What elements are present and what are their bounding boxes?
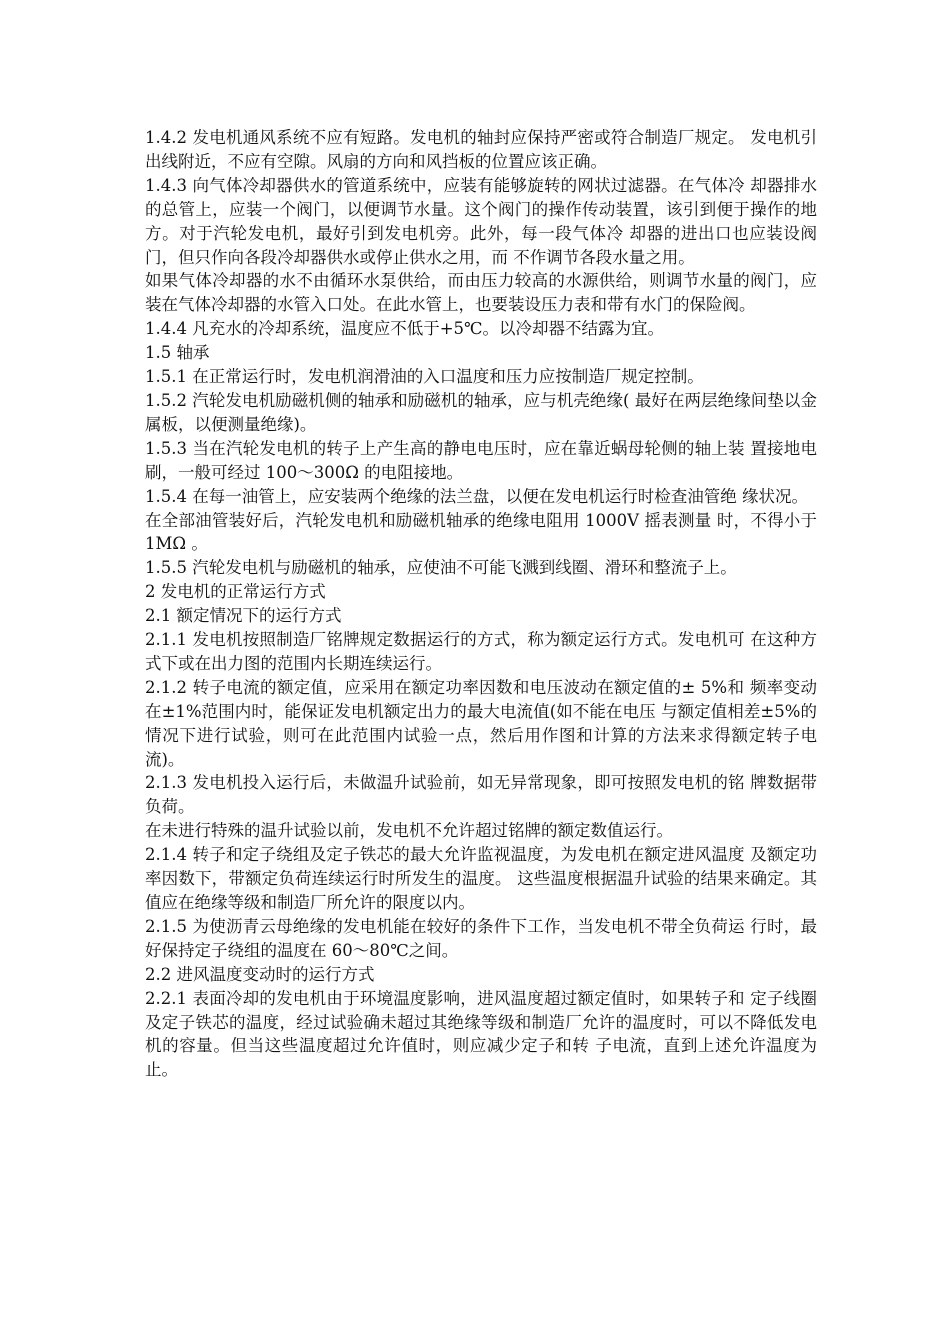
paragraph-2-1-5: 2.1.5 为使沥青云母绝缘的发电机能在较好的条件下工作，当发电机不带全负荷运 行时，最好保持定子绕组的温度在 60～80℃之间。 <box>145 916 817 960</box>
paragraph-2-2-1: 2.2.1 表面冷却的发电机由于环境温度影响，进风温度超过额定值时，如果转子和 定子线圈及定子铁芯的温度，经过试验确未超过其绝缘等级和制造厂允许的温度时，可以不降低发电机的容量。但当这些温度超过允许值时，则应减少定子和转 子电流，直到上述允许温度为止。 <box>145 988 817 1080</box>
section-heading-2-1: 2.1 额定情况下的运行方式 <box>145 606 342 626</box>
section-heading-2: 2 发电机的正常运行方式 <box>145 582 326 602</box>
paragraph-2-1-4: 2.1.4 转子和定子绕组及定子铁芯的最大允许监视温度，为发电机在额定进风温度 及额定功率因数下，带额定负荷连续运行时所发生的温度。 这些温度根据温升试验的结果来确定。其值应在绝缘等级和制造厂所允许的限度以内。 <box>145 845 817 912</box>
document-page <box>145 126 817 1082</box>
paragraph-1-4-2: 1.4.2 发电机通风系统不应有短路。发电机的轴封应保持严密或符合制造厂规定。 发电机引出线附近，不应有空隙。风扇的方向和风挡板的位置应该正确。 <box>145 128 817 171</box>
paragraph-2-1-3: 2.1.3 发电机投入运行后，未做温升试验前，如无异常现象，即可按照发电机的铭 牌数据带负荷。 <box>145 773 817 817</box>
paragraph-2-1-3-continued: 在未进行特殊的温升试验以前，发电机不允许超过铭牌的额定数值运行。 <box>145 821 673 841</box>
paragraph-1-4-3: 1.4.3 向气体冷却器供水的管道系统中，应装有能够旋转的网状过滤器。在气体冷 却器排水的总管上，应装一个阀门，以便调节水量。这个阀门的操作传动装置，该引到便于操作的地方。对于汽轮发电机，最好引到发电机旁。此外，每一段气体冷 却器的进出口也应装设阀门，但只作向各段冷却器供水或停止供水之用，而 不作调节各段水量之用。 <box>145 175 817 267</box>
paragraph-2-1-1: 2.1.1 发电机按照制造厂铭牌规定数据运行的方式，称为额定运行方式。发电机可 在这种方式下或在出力图的范围内长期连续运行。 <box>145 630 817 673</box>
paragraph-1-5-2: 1.5.2 汽轮发电机励磁机侧的轴承和励磁机的轴承，应与机壳绝缘( 最好在两层绝缘间垫以金属板，以便测量绝缘)。 <box>145 390 817 434</box>
paragraph-1-5-3: 1.5.3 当在汽轮发电机的转子上产生高的静电电压时，应在靠近蜗母轮侧的轴上装 置接地电刷，一般可经过 100～300Ω 的电阻接地。 <box>145 438 817 482</box>
section-heading-2-2: 2.2 进风温度变动时的运行方式 <box>145 964 375 984</box>
paragraph-1-5-5: 1.5.5 汽轮发电机与励磁机的轴承，应使油不可能飞溅到线圈、滑环和整流子上。 <box>145 558 737 578</box>
paragraph-1-5-4: 1.5.4 在每一油管上，应安装两个绝缘的法兰盘，以便在发电机运行时检查油管绝 缘状况。 <box>145 486 808 506</box>
paragraph-1-4-3-continued: 如果气体冷却器的水不由循环水泵供给，而由压力较高的水源供给，则调节水量的阀门，应装在气体冷却器的水管入口处。在此水管上，也要装设压力表和带有水门的保险阀。 <box>145 271 817 315</box>
paragraph-1-5-4-continued: 在全部油管装好后，汽轮发电机和励磁机轴承的绝缘电阻用 1000V 摇表测量 时，不得小于 1MΩ 。 <box>145 510 817 554</box>
paragraph-2-1-2: 2.1.2 转子电流的额定值，应采用在额定功率因数和电压波动在额定值的± 5%和 频率变动在±1%范围内时，能保证发电机额定出力的最大电流值(如不能在电压 与额定值相差±5%的情况下进行试验，则可在此范围内试验一点，然后用作图和计算的方法来求得额定转子电流)。 <box>145 677 817 769</box>
section-heading-1-5: 1.5 轴承 <box>145 343 210 363</box>
paragraph-1-4-4: 1.4.4 凡充水的冷却系统，温度应不低于+5℃。以冷却器不结露为宜。 <box>145 319 665 339</box>
paragraph-1-5-1: 1.5.1 在正常运行时，发电机润滑油的入口温度和压力应按制造厂规定控制。 <box>145 367 704 387</box>
